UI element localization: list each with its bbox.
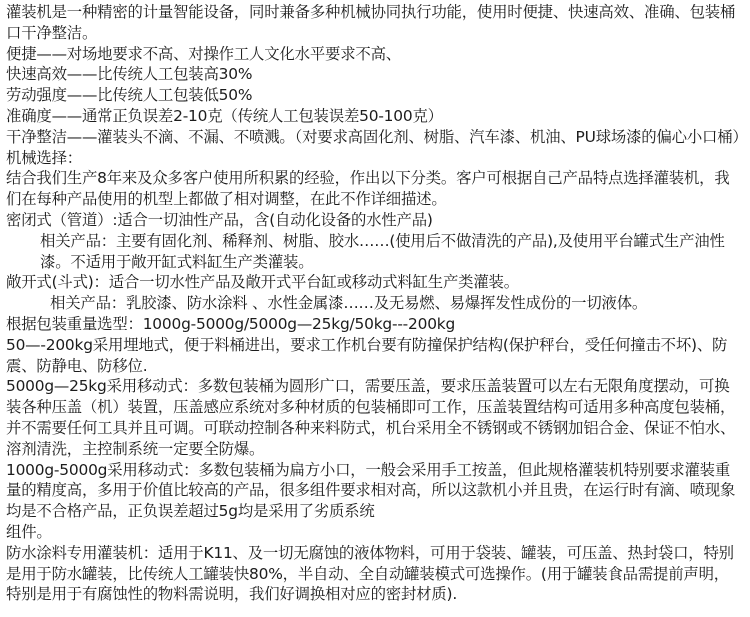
feature-accuracy: 准确度——通常正负误差2-10克（传统人工包装误差50-100克） <box>6 106 443 125</box>
feature-labor-intensity: 劳动强度——比传统人工包装低50% <box>6 86 253 105</box>
feature-cleanliness: 干净整洁——灌装头不滴、不漏、不喷溅。（对要求高固化剂、树脂、汽车漆、机油、PU球场漆的偏心小口桶） <box>6 127 748 146</box>
waterproof-filler-paragraph: 防水涂料专用灌装机：适用于K11、及一切无腐蚀的液体物料，可用于袋装、罐装，可压盖、热封袋口，特别是用于防水罐装，比传统人工罐装快80%，半自动、全自动罐装模式可选操作。(用于罐装食品需提前声明，特别是用于有腐蚀性的物料需说明，我们好调换相对应的密封材质). <box>6 543 734 604</box>
weight-50-200kg-paragraph: 50—-200kg采用埋地式，便于料桶进出，要求工作机台要有防撞保护结构(保护秤台，受任何撞击不坏)、防震、防静电、防移位. <box>6 335 728 375</box>
open-type-related-products: 相关产品：乳胶漆、防水涂料 、水性金属漆……及无易燃、易爆挥发性成份的一切液体。 <box>50 294 648 313</box>
weight-1000g-5000g-continuation: 组件。 <box>6 522 52 541</box>
section-heading-machine-selection: 机械选择： <box>6 148 82 167</box>
weight-selection-paragraph: 根据包装重量选型：1000g-5000g/5000g—25kg/50kg---200kg <box>6 314 456 333</box>
intro-paragraph: 灌装机是一种精密的计量智能设备，同时兼备多种机械协同执行功能，使用时便捷、快速高效、准确、包装桶口干净整洁。 <box>6 3 736 42</box>
sealed-type-paragraph: 密闭式（管道）:适合一切油性产品，含(自动化设备的水性产品) <box>6 210 433 229</box>
weight-5000g-25kg-paragraph: 5000g—25kg采用移动式：多数包装桶为圆形广口，需要压盖，要求压盖装置可以左右无限角度摆动，可换装各种压盖（机）装置，压盖感应系统对多种材质的包装桶即可工作，压盖装置结构可适用多种高度包装桶，并不需要任何工具并且可调。可联动控制各种来料防式，机台采用全不锈钢或不锈钢加铝合金、保证不怕水、溶剂清洗，主控制系统一定要全防爆。 <box>6 377 736 458</box>
feature-convenience: 便捷——对场地要求不高、对操作工人文化水平要求不高、 <box>6 44 401 63</box>
sealed-type-related-products: 相关产品：主要有固化剂、稀释剂、树脂、胶水……(使用后不做清洗的产品),及使用平台罐式生产油性漆。不适用于敞开缸式料缸生产类灌装。 <box>40 231 725 271</box>
open-type-paragraph: 敞开式(斗式)：适合一切水性产品及敞开式平台缸或移动式料缸生产类灌装。 <box>6 273 519 292</box>
selection-intro-paragraph: 结合我们生产8年来及众多客户使用所积累的经验，作出以下分类。客户可根据自己产品特点选择灌装机，我们在每种产品使用的机型上都做了相对调整，在此不作详细描述。 <box>6 169 730 209</box>
feature-efficiency: 快速高效——比传统人工包装高30% <box>6 65 253 84</box>
weight-1000g-5000g-paragraph: 1000g-5000g采用移动式：多数包装桶为扁方小口，一般会采用手工按盖，但此规格灌装机特别要求灌装重量的精度高，多用于价值比较高的产品，很多组件要求相对高，所以这款机小并且贵，在运行时有滴、喷现象均是不合格产品，正负误差超过5g均是采用了劣质系统 <box>6 460 736 521</box>
